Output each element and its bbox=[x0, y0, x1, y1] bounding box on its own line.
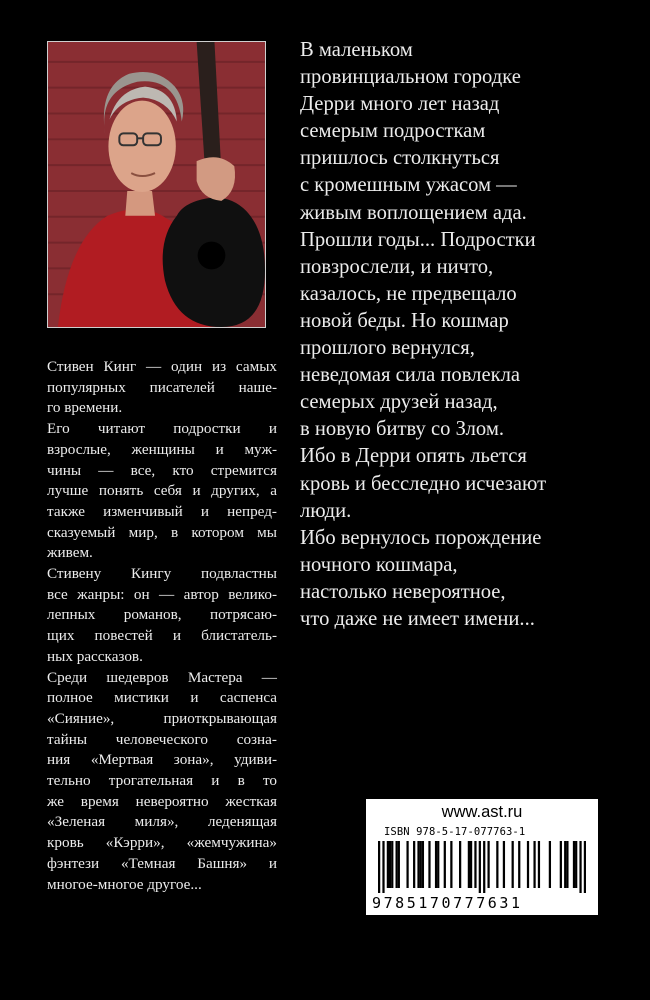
bio-line: Стивену Кингу подвластны bbox=[47, 565, 277, 583]
blurb-paragraph-2 bbox=[300, 227, 600, 444]
blurb-line: В маленьком bbox=[300, 39, 413, 61]
bio-line: тельно трогательная и в то bbox=[47, 772, 277, 790]
publisher-website: www.ast.ru bbox=[441, 803, 523, 821]
blurb-paragraph-1 bbox=[300, 37, 600, 227]
barcode-bar bbox=[406, 841, 408, 888]
barcode-bar bbox=[538, 841, 540, 888]
barcode-bar bbox=[496, 841, 498, 888]
blurb-line: настолько невероятное, bbox=[300, 580, 506, 603]
bio-line: Среди шедевров Мастера — bbox=[47, 668, 277, 686]
barcode-bar bbox=[470, 841, 472, 888]
bio-line: чины — все, кто стремится bbox=[47, 461, 277, 479]
barcode-bar bbox=[566, 841, 568, 888]
bio-line: многое-многое другое... bbox=[47, 875, 202, 893]
bio-line: «Зеленая миля», леденящая bbox=[47, 813, 277, 831]
blurb-line: семерым подросткам bbox=[300, 120, 486, 143]
barcode-bar bbox=[584, 841, 586, 893]
barcode-bar bbox=[564, 841, 566, 888]
barcode-bar bbox=[413, 841, 415, 888]
bio-line: «Сияние», приоткрывающая bbox=[47, 709, 277, 727]
bio-line: же время невероятно жесткая bbox=[47, 792, 277, 810]
blurb-line: живым воплощением ада. bbox=[300, 201, 527, 224]
blurb-line: Ибо вернулось порождение bbox=[300, 526, 542, 549]
bio-paragraph-4 bbox=[47, 668, 277, 896]
bio-paragraph-3 bbox=[47, 564, 277, 668]
blurb-line: с кромешным ужасом — bbox=[300, 174, 517, 197]
barcode-bar bbox=[527, 841, 529, 888]
barcode-bar bbox=[560, 841, 562, 888]
author-photo bbox=[47, 41, 266, 328]
blurb-line: семерых друзей назад, bbox=[300, 391, 498, 414]
barcode-bar bbox=[417, 841, 419, 888]
blurb-line: что даже не имеет имени... bbox=[300, 607, 535, 630]
barcode-bar bbox=[389, 841, 391, 888]
bio-line: все жанры: он — автор велико- bbox=[47, 585, 277, 603]
barcode-bar bbox=[378, 841, 380, 893]
author-bio bbox=[47, 357, 277, 895]
bio-line: тайны человеческого созна- bbox=[47, 730, 277, 748]
barcode-bar bbox=[450, 841, 452, 888]
barcode-bar bbox=[422, 841, 424, 888]
blurb-line: люди. bbox=[300, 499, 352, 522]
barcode-bar bbox=[533, 841, 535, 888]
barcode-bar bbox=[396, 841, 398, 888]
barcode-bar bbox=[420, 841, 422, 888]
barcode-bar bbox=[479, 841, 481, 893]
bio-line: лучше понять себя и других, а bbox=[47, 482, 277, 500]
bio-line: популярных писателей наше- bbox=[47, 378, 277, 396]
barcode-bar bbox=[483, 841, 485, 893]
bio-line: го времени. bbox=[47, 399, 123, 417]
barcode-bar bbox=[468, 841, 470, 888]
bio-line: сказуемый мир, в котором мы bbox=[47, 523, 277, 541]
barcode-digits: 9785170777631 bbox=[372, 894, 523, 912]
barcode-bars bbox=[378, 841, 586, 893]
barcode-bar bbox=[487, 841, 489, 888]
barcode-bar bbox=[474, 841, 476, 888]
blurb-paragraph-4 bbox=[300, 525, 600, 633]
barcode-bar bbox=[435, 841, 437, 888]
blurb-line: ночного кошмара, bbox=[300, 553, 458, 576]
bio-line: также изменчивый и непред- bbox=[47, 502, 277, 520]
barcode-bar bbox=[518, 841, 520, 888]
bio-line: щих повестей и блистатель- bbox=[47, 627, 277, 645]
bio-line: полное мистики и саспенса bbox=[47, 689, 277, 707]
bio-line: Его читают подростки и bbox=[47, 420, 277, 438]
bio-line: живем. bbox=[47, 544, 93, 562]
bio-paragraph-1 bbox=[47, 357, 277, 419]
blurb-line: провинциальном городке bbox=[300, 66, 521, 89]
barcode-bar bbox=[428, 841, 430, 888]
blurb-line: кровь и бесследно исчезают bbox=[300, 472, 547, 495]
barcode-bar bbox=[437, 841, 439, 888]
barcode-bar bbox=[549, 841, 551, 888]
blurb-line: казалось, не предвещало bbox=[300, 282, 517, 305]
bio-line: фэнтези «Темная Башня» и bbox=[47, 854, 277, 872]
barcode-bar bbox=[579, 841, 581, 893]
blurb-line: новой беды. Но кошмар bbox=[300, 309, 509, 332]
barcode-bar bbox=[444, 841, 446, 888]
bio-line: ных рассказов. bbox=[47, 647, 143, 665]
barcode-bar bbox=[391, 841, 393, 888]
blurb-paragraph-3 bbox=[300, 443, 600, 524]
author-portrait-image bbox=[48, 42, 265, 327]
blurb-line: прошлого вернулся, bbox=[300, 337, 475, 360]
barcode-bar bbox=[503, 841, 505, 888]
barcode-bar bbox=[398, 841, 400, 888]
blurb-line: в новую битву со Злом. bbox=[300, 418, 504, 441]
book-blurb bbox=[300, 37, 600, 633]
bio-paragraph-2 bbox=[47, 419, 277, 564]
barcode-bar bbox=[382, 841, 384, 893]
barcode-panel bbox=[366, 799, 598, 915]
blurb-line: Ибо в Дерри опять льется bbox=[300, 445, 527, 468]
bio-line: взрослые, женщины и муж- bbox=[47, 440, 277, 458]
bio-line: Стивен Кинг — один из самых bbox=[47, 358, 277, 375]
barcode-bar bbox=[459, 841, 461, 888]
blurb-line: повзрослели, и ничто, bbox=[300, 255, 494, 278]
blurb-line: Дерри много лет назад bbox=[300, 93, 500, 116]
isbn-label: ISBN 978-5-17-077763-1 bbox=[384, 826, 526, 838]
bio-line: ния «Мертвая зона», удиви- bbox=[47, 751, 277, 769]
blurb-line: пришлось столкнуться bbox=[300, 147, 500, 170]
barcode-bar bbox=[575, 841, 577, 888]
blurb-line: Прошли годы... Подростки bbox=[300, 228, 536, 251]
barcode-bar bbox=[573, 841, 575, 888]
bio-line: кровь «Кэрри», «жемчужина» bbox=[47, 834, 277, 852]
barcode-bar bbox=[512, 841, 514, 888]
bio-line: лепных романов, потрясаю- bbox=[47, 606, 277, 624]
barcode-bar bbox=[387, 841, 389, 888]
blurb-line: неведомая сила повлекла bbox=[300, 364, 521, 387]
